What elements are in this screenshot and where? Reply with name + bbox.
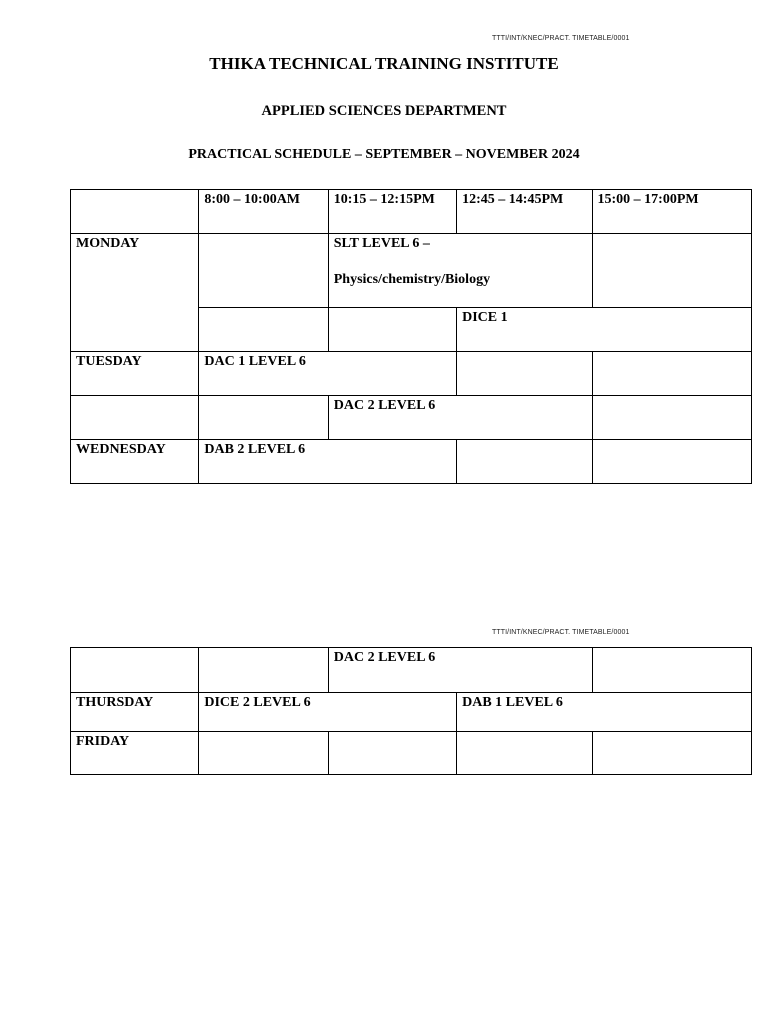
dab2-session-cell: DAB 2 LEVEL 6 (199, 440, 457, 484)
tuesday-row (71, 352, 752, 396)
day-label-thursday: THURSDAY (71, 693, 199, 732)
friday-row (71, 732, 752, 775)
day-label-friday: FRIDAY (71, 732, 199, 775)
institution-title: THIKA TECHNICAL TRAINING INSTITUTE (209, 54, 559, 73)
day-label-wednesday: WEDNESDAY (71, 440, 199, 484)
empty-cell (199, 234, 328, 308)
timetable-table-1 (70, 189, 752, 484)
empty-cell (199, 396, 328, 440)
empty-cell (71, 648, 199, 693)
slt-subjects-label: Physics/chemistry/Biology (333, 272, 491, 287)
dac1-session-cell: DAC 1 LEVEL 6 (199, 352, 457, 396)
thursday-row (71, 693, 752, 732)
document-reference-code: TTTI/INT/KNEC/PRACT. TIMETABLE/0001 (492, 35, 630, 42)
tuesday-row-2 (71, 396, 752, 440)
timetable-table-2 (70, 647, 752, 775)
header-row (71, 190, 752, 234)
dice1-session-cell: DICE 1 (457, 308, 752, 352)
monday-row (71, 234, 752, 308)
empty-cell (199, 732, 328, 775)
empty-cell (592, 648, 751, 693)
dac2-session-cell-2: DAC 2 LEVEL 6 (328, 648, 592, 693)
slt-session-cell (328, 234, 592, 308)
day-label-tuesday: TUESDAY (71, 352, 199, 396)
day-label-monday: MONDAY (71, 234, 199, 352)
empty-cell (71, 396, 199, 440)
empty-cell (328, 732, 456, 775)
empty-cell (457, 352, 592, 396)
slt-level-label: SLT LEVEL 6 – (333, 236, 430, 251)
empty-cell (592, 234, 751, 308)
empty-cell (592, 396, 751, 440)
wednesday-continued-row (71, 648, 752, 693)
slot-header-3: 12:45 – 14:45PM (457, 190, 592, 234)
empty-cell (199, 308, 328, 352)
dac2-session-cell: DAC 2 LEVEL 6 (328, 396, 592, 440)
document-reference-code-page2: TTTI/INT/KNEC/PRACT. TIMETABLE/0001 (492, 629, 630, 636)
empty-cell (592, 440, 751, 484)
empty-cell (592, 352, 751, 396)
empty-cell (592, 732, 751, 775)
empty-cell (457, 732, 592, 775)
empty-cell (199, 648, 328, 693)
dice2-session-cell: DICE 2 LEVEL 6 (199, 693, 457, 732)
slot-header-2: 10:15 – 12:15PM (328, 190, 456, 234)
empty-cell (328, 308, 456, 352)
empty-cell (457, 440, 592, 484)
dab1-session-cell: DAB 1 LEVEL 6 (457, 693, 752, 732)
empty-cell (71, 190, 199, 234)
wednesday-row (71, 440, 752, 484)
slot-header-1: 8:00 – 10:00AM (199, 190, 328, 234)
slot-header-4: 15:00 – 17:00PM (592, 190, 751, 234)
schedule-title: PRACTICAL SCHEDULE – SEPTEMBER – NOVEMBER 2024 (188, 147, 580, 162)
department-title: APPLIED SCIENCES DEPARTMENT (261, 103, 507, 119)
